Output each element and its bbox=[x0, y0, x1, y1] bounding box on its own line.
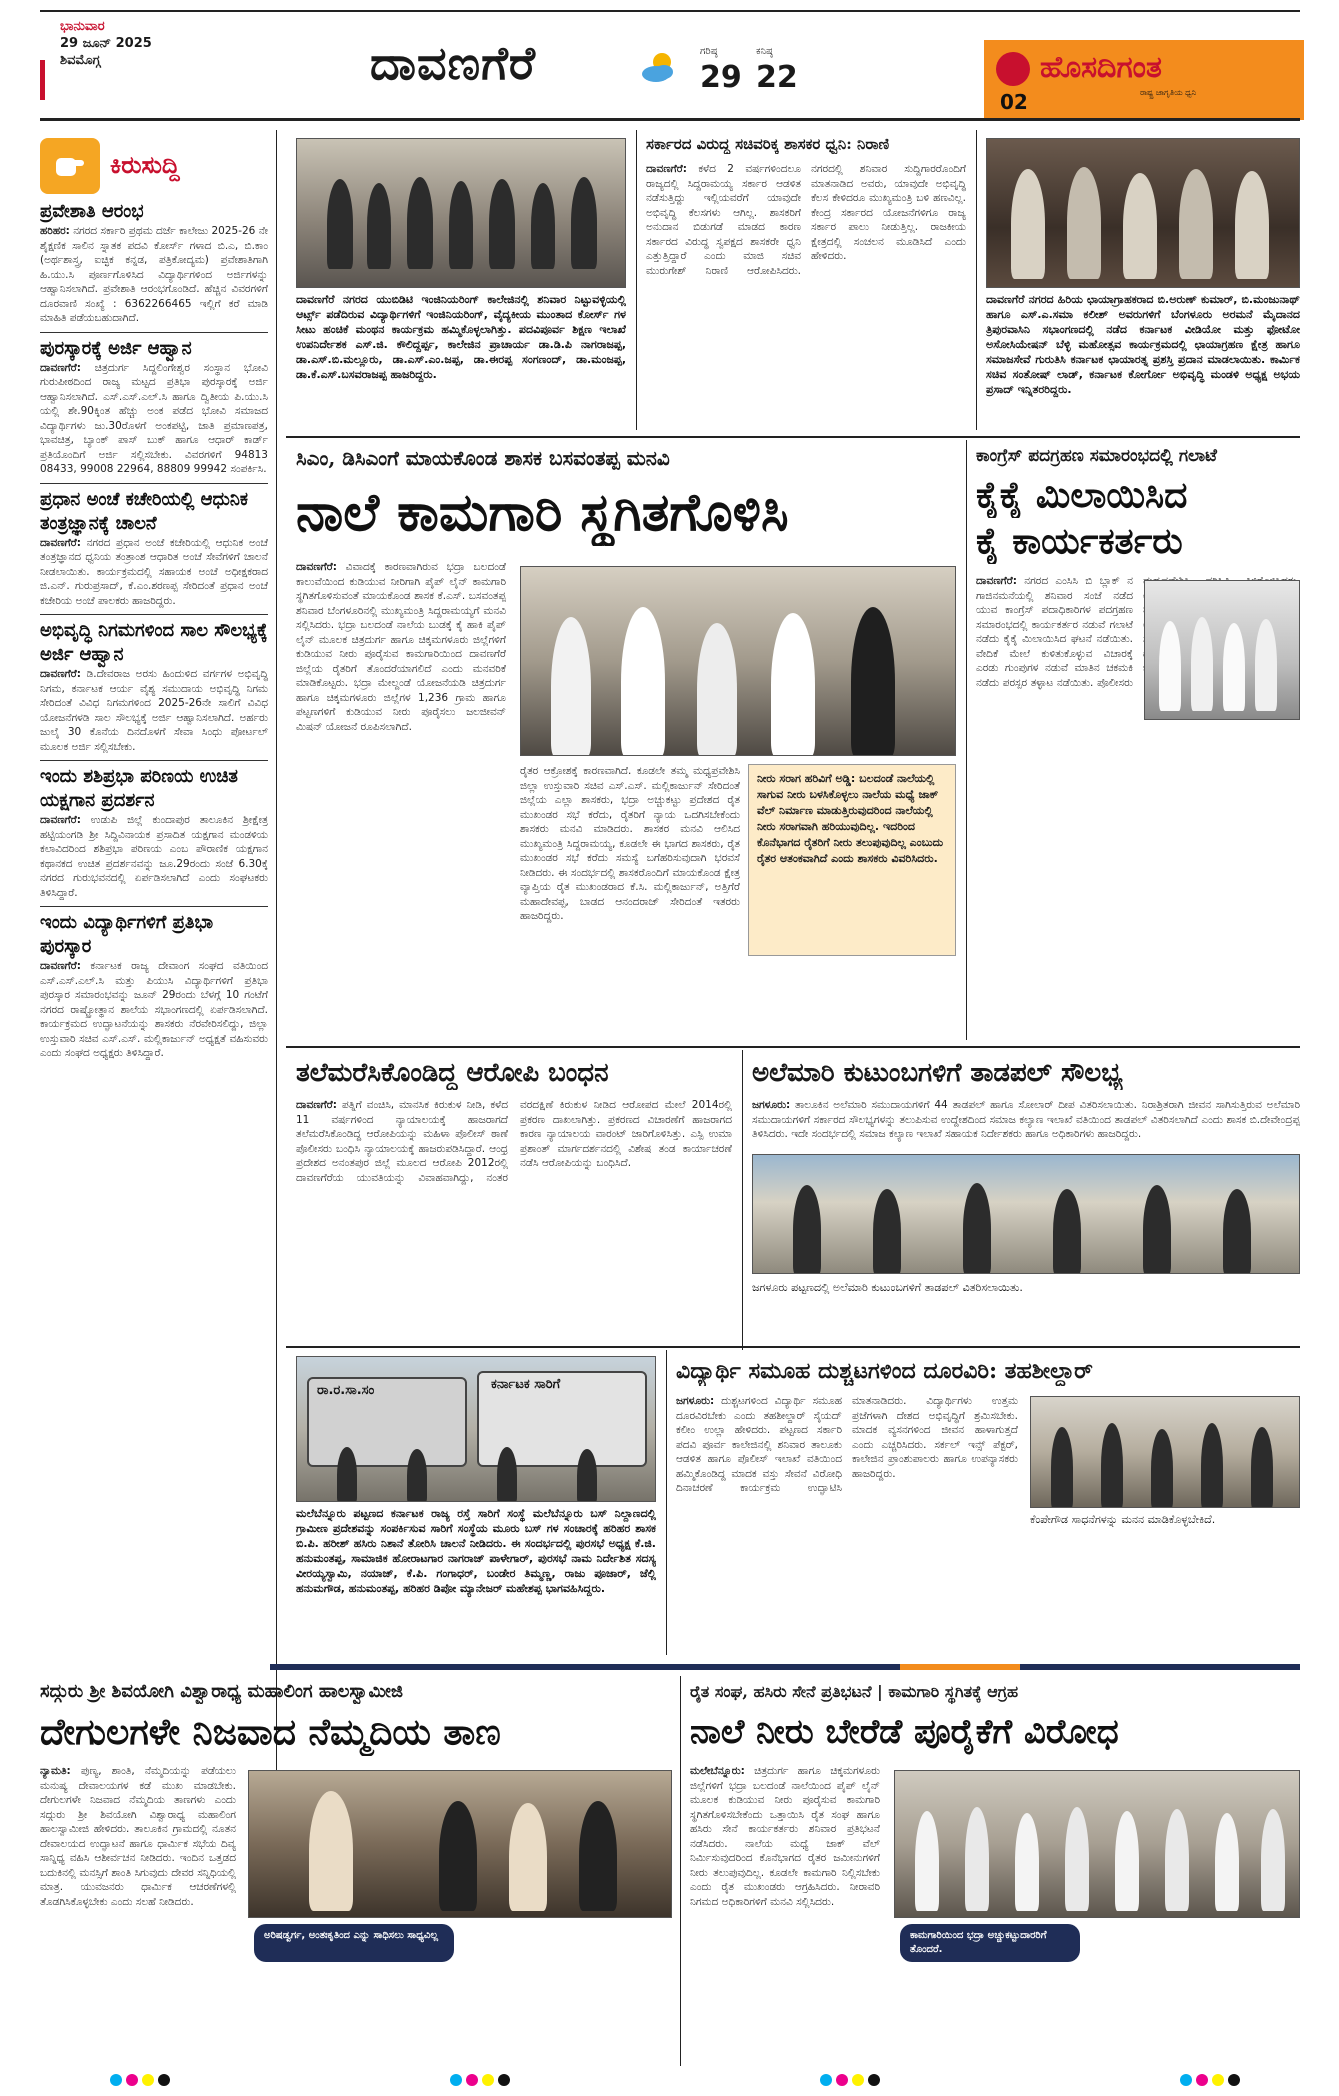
registration-dot bbox=[498, 2074, 510, 2086]
column-divider bbox=[636, 130, 637, 430]
registration-dot bbox=[852, 2074, 864, 2086]
college-event-caption: ದಾವಣಗೆರೆ ನಗರದ ಯುಬಿಡಿಟಿ ಇಂಜಿನಿಯರಿಂಗ್ ಕಾಲೇಜಿನಲ್ಲಿ ಶನಿವಾರ ನಿಟ್ಟುವಳ್ಳಿಯಲ್ಲಿ ಆರ್ಟ್ಸ್ ಪಡೆದಿರುವ ವಿದ್ಯಾರ್ಥಿಗಳಿಗೆ ಇಂಜಿನಿಯರಿಂಗ್, ವೈದ್ಯಕೀಯ ಮುಂತಾದ ಕೋರ್ಸ್ ಗಳ ಸೀಟು ಹಂಚಿಕೆ ಮಂಥನ ಕಾರ್ಯಕ್ರಮ ಹಮ್ಮಿಕೊಳ್ಳಲಾಗಿತ್ತು. ಪದವಿಪೂರ್ವ ಶಿಕ್ಷಣ ಇಲಾಖೆ ಉಪನಿರ್ದೇಶಕ ಎಸ್.ಜಿ. ಕೌಲಿದ್ದರ್ಪ್ಪ, ಕಾಲೇಜಿನ ಪ್ರಾಚಾರ್ಯ ಡಾ.ಡಿ.ಪಿ ನಾಗರಾಜಪ್ಪ, ಡಾ.ಎಸ್.ಬಿ.ಮಲ್ಲೂರು, ಡಾ.ಎಸ್.ಎಂ.ಜಪ್ಪ, ಡಾ.ಈರಪ್ಪ ಸಂಗಣಂದ್, ಡಾ.ಮಂಜಪ್ಪ, ಡಾ.ಕೆ.ಎಸ್.ಬಸವರಾಜಪ್ಪ ಹಾಜರಿದ್ದರು. bbox=[296, 293, 626, 381]
person-figure bbox=[449, 181, 473, 269]
person-figure bbox=[1179, 169, 1213, 279]
temple-story-body bbox=[40, 1764, 236, 2060]
registration-dot bbox=[868, 2074, 880, 2086]
column-divider bbox=[976, 130, 977, 430]
brief-item bbox=[40, 911, 268, 1061]
congress-story-headline-line1: ಕೈಕೈ ಮಿಲಾಯಿಸಿದ bbox=[976, 474, 1188, 516]
column-divider bbox=[966, 440, 967, 1040]
section-rule bbox=[286, 1346, 1300, 1348]
person-figure bbox=[579, 1801, 617, 1911]
farmers-story-body bbox=[690, 1764, 880, 2060]
masthead-dateline bbox=[60, 18, 240, 69]
person-figure bbox=[1115, 1811, 1139, 1911]
column-divider bbox=[742, 1050, 743, 1350]
person-figure bbox=[1215, 1813, 1239, 1911]
bus-caption: ಮಲೆಬೆನ್ನೂರು ಪಟ್ಟಣದ ಕರ್ನಾಟಕ ರಾಜ್ಯ ರಸ್ತೆ ಸಾರಿಗೆ ಸಂಸ್ಥೆ ಮಲೆಬೆನ್ನೂರು ಬಸ್ ನಿಲ್ದಾಣದಲ್ಲಿ ಗ್ರಾಮೀಣ ಪ್ರದೇಶವನ್ನು ಸಂಪರ್ಕಿಸುವ ಸಾರಿಗೆ ಸಂಸ್ಥೆಯ ಮೂರು ಬಸ್ ಗಳ ಸಂಚಾರಕ್ಕೆ ಹರಿಹರ ಶಾಸಕ ಬಿ.ಪಿ. ಹರೀಶ್ ಹಸಿರು ನಿಶಾನೆ ತೋರಿಸಿ ಚಾಲನೆ ನೀಡಿದರು. ಈ ಸಂದರ್ಭದಲ್ಲಿ ಪುರಸಭೆ ಅಧ್ಯಕ್ಷ ಕೆ.ಜಿ. ಹನುಮಂತಪ್ಪ, ಸಾಮಾಜಿಕ ಹೋರಾಟಗಾರ ನಾಗರಾಜ್ ಪಾಳೇಗಾರ್, ಪುರಸಭೆ ನಾಮ ನಿರ್ದೇಶಿತ ಸದಸ್ಯ ವೀರಯ್ಯಸ್ವಾಮಿ, ನಯಾಜ್, ಕೆ.ಪಿ. ಗಂಗಾಧರ್, ಬಂಡೇರ ತಿಮ್ಮಣ್ಣ, ರಾಜು ಪೂಜಾರ್, ಜೆಲ್ಲಿ ಹನುಮಗೌಡ, ಹನುಮಂತಪ್ಪ, ಹರಿಹರ ಡಿಪೋ ಮ್ಯಾನೇಜರ್ ಮಹೇಶಪ್ಪ ಭಾಗವಹಿಸಿದ್ದರು. bbox=[296, 1507, 656, 1595]
newspaper-name: ಹೊಸದಿಗಂತ bbox=[1040, 50, 1162, 85]
person-figure bbox=[1159, 621, 1181, 711]
person-figure bbox=[1165, 1809, 1189, 1911]
tarpaulin-story-text: ತಾಲೂಕಿನ ಅಲೆಮಾರಿ ಸಮುದಾಯಗಳಿಗೆ 44 ತಾಡಪಲ್ ಹಾಗೂ ಸೋಲಾರ್ ದೀಪ ವಿತರಿಸಲಾಯಿತು. ನಿರಾಶ್ರಿತರಾಗಿ ಜೀವನ ಸಾಗಿಸುತ್ತಿರುವ ಅಲೆಮಾರಿ ಸಮುದಾಯಗಳಿಗೆ ಸರ್ಕಾರದ ಸೌಲಭ್ಯಗಳನ್ನು ತಲುಪಿಸುವ ಉದ್ದೇಶದಿಂದ ಸಮಾಜ ಕಲ್ಯಾಣ ಇಲಾಖೆ ವತಿಯಿಂದ ತಾಡಪಲ್ ವಿತರಿಸಲಾಗಿದೆ ಎಂದು ಶಾಸಕ ಬಿ.ದೇವೇಂದ್ರಪ್ಪ ತಿಳಿಸಿದರು. ಇದೇ ಸಂದರ್ಭದಲ್ಲಿ ಸಮಾಜ ಕಲ್ಯಾಣ ಇಲಾಖೆ ಸಹಾಯಕ ನಿರ್ದೇಶಕರು ಹಾಗೂ ಅಧಿಕಾರಿಗಳು ಹಾಜರಿದ್ದರು. bbox=[752, 1099, 1300, 1140]
brief-body bbox=[40, 224, 268, 326]
brief-text: ನಗರದ ಪ್ರಧಾನ ಅಂಚೆ ಕಚೇರಿಯಲ್ಲಿ ಆಧುನಿಕ ಅಂಚೆ ತಂತ್ರಜ್ಞಾನದ ಧ್ವನಿಯ ತಂತ್ರಾಂಶ ಆಧಾರಿತ ಅಂಚೆ ಸೇವೆಗಳಿಗೆ ಚಾಲನೆ ನೀಡಲಾಯಿತು. ಕಾರ್ಯಕ್ರಮದಲ್ಲಿ ಸಹಾಯಕ ಅಂಚೆ ಅಧೀಕ್ಷಕರಾದ ಜಿ.ಎನ್. ಗುರುಪ್ರಸಾದ್, ಕೆ.ಎಂ.ಶರಣಪ್ಪ ಸೇರಿದಂತೆ ಪ್ರಧಾನ ಅಂಚೆ ಕಚೇರಿಯ ಅಂಚೆ ಪಾಲಕರು ಹಾಜರಿದ್ದರು. bbox=[40, 536, 268, 607]
person-figure bbox=[1251, 1427, 1273, 1508]
brief-body bbox=[40, 813, 268, 900]
temple-story-place: ನ್ಯಾಮತಿ: bbox=[40, 1765, 71, 1777]
person-figure bbox=[1201, 1423, 1223, 1508]
students-story-body bbox=[676, 1394, 1018, 1652]
lead-story-kicker: ಸಿಎಂ, ಡಿಸಿಎಂಗೆ ಮಾಯಕೊಂಡ ಶಾಸಕ ಬಸವಂತಪ್ಪ ಮನವಿ bbox=[296, 446, 670, 470]
person-figure bbox=[337, 1447, 357, 1502]
brief-item bbox=[40, 337, 268, 477]
person-figure bbox=[851, 607, 895, 756]
page-number: 02 bbox=[1000, 90, 1028, 114]
print-registration-marks bbox=[0, 2068, 1339, 2096]
edition-city-name: ದಾವಣಗೆರೆ bbox=[370, 36, 536, 90]
congress-crowd-photo bbox=[1144, 580, 1300, 720]
masthead-accent-bar bbox=[40, 60, 45, 100]
tarpaulin-story-place: ಜಗಳೂರು: bbox=[752, 1099, 791, 1111]
bus-plate-text: ರಾ.ರ.ಸಾ.ಸಂ bbox=[317, 1383, 375, 1398]
tarpaulin-story-headline: ಅಲೆಮಾರಿ ಕುಟುಂಬಗಳಿಗೆ ತಾಡಪಲ್ ಸೌಲಭ್ಯ bbox=[752, 1058, 1123, 1088]
pointing-hand-icon bbox=[52, 150, 86, 182]
registration-dot bbox=[482, 2074, 494, 2086]
brief-body bbox=[40, 536, 268, 609]
govt-story-body bbox=[646, 162, 966, 428]
govt-story-place: ದಾವಣಗೆರೆ: bbox=[646, 163, 687, 175]
masthead-date: 29 ಜೂನ್ 2025 bbox=[60, 36, 152, 51]
college-event-photo bbox=[296, 138, 626, 288]
person-figure bbox=[407, 177, 433, 269]
person-figure bbox=[1067, 167, 1101, 279]
registration-dot bbox=[836, 2074, 848, 2086]
section-color-bar-accent bbox=[900, 1664, 1020, 1670]
arrest-story-body bbox=[296, 1098, 732, 1336]
person-figure bbox=[1191, 617, 1213, 711]
person-figure bbox=[531, 183, 555, 269]
tarpaulin-photo bbox=[752, 1154, 1300, 1274]
brief-title: ಪ್ರವೇಶಾತಿ ಆರಂಭ bbox=[40, 201, 144, 222]
registration-dot bbox=[142, 2074, 154, 2086]
brief-body bbox=[40, 959, 268, 1061]
person-figure bbox=[1053, 1189, 1081, 1274]
brief-title: ಇಂದು ಶಶಿಪ್ರಭಾ ಪರಿಣಯ ಉಚಿತ ಯಕ್ಷಗಾನ ಪ್ರದರ್ಶನ bbox=[40, 766, 238, 811]
farmers-protest-photo bbox=[894, 1770, 1300, 1918]
person-figure bbox=[571, 177, 597, 269]
farmers-story-text: ಚಿತ್ರದುರ್ಗ ಹಾಗೂ ಚಿಕ್ಕಮಗಳೂರು ಜಿಲ್ಲೆಗಳಿಗೆ ಭದ್ರಾ ಬಲದಂಡೆ ನಾಲೆಯಿಂದ ಪೈಪ್ ಲೈನ್ ಮೂಲಕ ಕುಡಿಯುವ ನೀರು ಪೂರೈಸುವ ಕಾಮಗಾರಿ ಸ್ಥಗಿತಗೊಳಿಸಬೇಕೆಂದು ಒತ್ತಾಯಿಸಿ ರೈತ ಸಂಘ ಹಾಗೂ ಹಸಿರು ಸೇನೆ ಕಾರ್ಯಕರ್ತರು ಶನಿವಾರ ಪ್ರತಿಭಟನೆ ನಡೆಸಿದರು. ನಾಲೆಯ ಮಧ್ಯೆ ಜಾಕ್ ವೆಲ್ ನಿರ್ಮಿಸುವುದರಿಂದ ಕೊನೆಭಾಗದ ರೈತರ ಜಮೀನುಗಳಿಗೆ ನೀರು ತಲುಪುವುದಿಲ್ಲ. ಕೂಡಲೇ ಕಾಮಗಾರಿ ನಿಲ್ಲಿಸಬೇಕು ಎಂದು ರೈತ ಮುಖಂಡರು ಆಗ್ರಹಿಸಿದರು. ನೀರಾವರಿ ನಿಗಮದ ಅಧಿಕಾರಿಗಳಿಗೆ ಮನವಿ ಸಲ್ಲಿಸಿದರು. bbox=[690, 1765, 880, 1908]
newspaper-emblem-icon bbox=[996, 52, 1030, 86]
person-figure bbox=[327, 179, 353, 269]
brief-text: ಉಡುಪಿ ಜಿಲ್ಲೆ ಕುಂದಾಪುರ ತಾಲೂಕಿನ ಶ್ರೀಕ್ಷೇತ್ರ ಹಟ್ಟಿಯಂಗಡಿ ಶ್ರೀ ಸಿದ್ದಿವಿನಾಯಕ ಪ್ರಸಾದಿತ ಯಕ್ಷಗಾನ ಮಂಡಳಿಯ ಕಲಾವಿದರಿಂದ ಶಶಿಪ್ರಭಾ ಪರಿಣಯ ಎಂಬ ಪೌರಾಣಿಕ ಯಕ್ಷಗಾನ ಕಥಾನಕದ ಉಚಿತ ಪ್ರದರ್ಶನವನ್ನು ಜೂ.29ರಂದು ಸಂಜೆ 6.30ಕ್ಕೆ ನಗರದ ಗುರುಭವನದಲ್ಲಿ ಏರ್ಪಡಿಸಲಾಗಿದೆ ಎಂದು ಸಂಘಟಕರು ತಿಳಿಸಿದ್ದಾರೆ. bbox=[40, 814, 268, 899]
lead-story-body-left bbox=[296, 560, 506, 1038]
registration-dot bbox=[1196, 2074, 1208, 2086]
brief-text: ಕರ್ನಾಟಕ ರಾಜ್ಯ ದೇವಾಂಗ ಸಂಘದ ವತಿಯಿಂದ ಎಸ್.ಎಸ್.ಎಲ್.ಸಿ ಮತ್ತು ಪಿಯುಸಿ ವಿದ್ಯಾರ್ಥಿಗಳಿಗೆ ಪ್ರತಿಭಾ ಪುರಸ್ಕಾರ ಸಮಾರಂಭವನ್ನು ಜೂನ್ 29ರಂದು ಬೆಳಗ್ಗೆ 10 ಗಂಟೆಗೆ ನಗರದ ರಾಷ್ಟ್ರೋತ್ಥಾನ ಶಾಲೆಯ ಸಭಾಂಗಣದಲ್ಲಿ ಏರ್ಪಡಿಸಲಾಗಿದೆ. ಕಾರ್ಯಕ್ರಮದ ಉದ್ಘಾಟನೆಯನ್ನು ಶಾಸಕರು ನೆರವೇರಿಸಲಿದ್ದು, ಜಿಲ್ಲಾ ಉಸ್ತುವಾರಿ ಸಚಿವ ಎಸ್.ಎಸ್. ಮಲ್ಲಿಕಾರ್ಜುನ್ ಅಧ್ಯಕ್ಷತೆ ವಹಿಸುವರು ಎಂದು ಸಂಘದ ಅಧ್ಯಕ್ಷರು ತಿಳಿಸಿದ್ದಾರೆ. bbox=[40, 960, 268, 1059]
person-figure bbox=[1123, 173, 1157, 279]
person-figure bbox=[439, 1801, 477, 1911]
brief-body bbox=[40, 667, 268, 754]
students-caption: ಕೆಂಪೇಗೌಡ ಸಾಧನೆಗಳನ್ನು ಮನನ ಮಾಡಿಕೊಳ್ಳಬೇಕಿದೆ. bbox=[1030, 1513, 1216, 1526]
brief-place: ದಾವಣಗೆರೆ: bbox=[40, 960, 81, 972]
person-figure bbox=[1223, 623, 1245, 711]
lead-story-headline: ನಾಲೆ ಕಾಮಗಾರಿ ಸ್ಥಗಿತಗೊಳಿಸಿ bbox=[296, 482, 789, 543]
brief-item bbox=[40, 619, 268, 754]
arrest-story-text: ಪತ್ನಿಗೆ ವಂಚಿಸಿ, ಮಾನಸಿಕ ಕಿರುಕುಳ ನೀಡಿ, ಕಳೆದ 11 ವರ್ಷಗಳಿಂದ ನ್ಯಾಯಾಲಯಕ್ಕೆ ಹಾಜರಾಗದೆ ತಲೆಮರೆಸಿಕೊಂಡಿದ್ದ ಆರೋಪಿಯನ್ನು ಮಹಿಳಾ ಪೊಲೀಸ್ ಠಾಣೆ ಪೊಲೀಸರು ಬಂಧಿಸಿ ನ್ಯಾಯಾಲಯಕ್ಕೆ ಹಾಜರುಪಡಿಸಿದ್ದಾರೆ. ಆಂಧ್ರ ಪ್ರದೇಶದ ಅನಂತಪುರ ಜಿಲ್ಲೆ ಮೂಲದ ಆರೋಪಿ 2012ರಲ್ಲಿ ದಾವಣಗೆರೆಯ ಯುವತಿಯನ್ನು ವಿವಾಹವಾಗಿದ್ದು, ನಂತರ ವರದಕ್ಷಿಣೆ ಕಿರುಕುಳ ನೀಡಿದ ಆರೋಪದ ಮೇಲೆ 2014ರಲ್ಲಿ ಪ್ರಕರಣ ದಾಖಲಾಗಿತ್ತು. ಪ್ರಕರಣದ ವಿಚಾರಣೆಗೆ ಹಾಜರಾಗದ ಕಾರಣ ನ್ಯಾಯಾಲಯ ವಾರಂಟ್ ಜಾರಿಗೊಳಿಸಿತ್ತು. ಎಸ್ಪಿ ಉಮಾ ಪ್ರಶಾಂತ್ ಮಾರ್ಗದರ್ಶನದಲ್ಲಿ ವಿಶೇಷ ತಂಡ ಕಾರ್ಯಾಚರಣೆ ನಡೆಸಿ ಆರೋಪಿಯನ್ನು ಬಂಧಿಸಿದೆ. bbox=[296, 1099, 732, 1184]
person-figure bbox=[1255, 619, 1277, 711]
brief-text: ಚಿತ್ರದುರ್ಗ ಸಿದ್ದಲಿಂಗೇಶ್ವರ ಸಂಸ್ಥಾನ ಭೋವಿ ಗುರುಪೀಠದಿಂದ ರಾಜ್ಯ ಮಟ್ಟದ ಪ್ರತಿಭಾ ಪುರಸ್ಕಾರಕ್ಕೆ ಅರ್ಜಿ ಆಹ್ವಾನಿಸಲಾಗಿದೆ. ಎಸ್.ಎಸ್.ಎಲ್.ಸಿ ಹಾಗೂ ದ್ವಿತೀಯ ಪಿ.ಯು.ಸಿ ಯಲ್ಲಿ ಶೇ.90ಕ್ಕಿಂತ ಹೆಚ್ಚು ಅಂಕ ಪಡೆದ ಭೋವಿ ಸಮಾಜದ ವಿದ್ಯಾರ್ಥಿಗಳು ಜು.30ರೊಳಗೆ ಅಂಕಪಟ್ಟಿ, ಜಾತಿ ಪ್ರಮಾಣಪತ್ರ, ಭಾವಚಿತ್ರ, ಬ್ಯಾಂಕ್ ಪಾಸ್ ಬುಕ್ ಹಾಗೂ ಆಧಾರ್ ಕಾರ್ಡ್ ಪ್ರತಿಯೊಂದಿಗೆ ಅರ್ಜಿ ಸಲ್ಲಿಸಬೇಕು. ವಿವರಗಳಿಗೆ 94813 08433, 99008 22964, 88809 99942 ಸಂಪರ್ಕಿಸಿ. bbox=[40, 361, 268, 475]
brief-title: ಅಭಿವೃದ್ಧಿ ನಿಗಮಗಳಿಂದ ಸಾಲ ಸೌಲಭ್ಯಕ್ಕೆ ಅರ್ಜಿ ಆಹ್ವಾನ bbox=[40, 620, 268, 665]
farmers-story-headline: ನಾಲೆ ನೀರು ಬೇರೆಡೆ ಪೂರೈಕೆಗೆ ವಿರೋಧ bbox=[690, 1712, 1119, 1752]
column-divider bbox=[680, 1676, 681, 2066]
masthead-bottom-rule bbox=[40, 118, 1300, 121]
section-color-bar bbox=[270, 1664, 1300, 1670]
brief-body bbox=[40, 361, 268, 477]
briefs-section-label: ಕಿರುಸುದ್ದಿ bbox=[110, 150, 180, 179]
brief-divider bbox=[40, 614, 268, 615]
farmers-photo-tag: ಕಾಮಗಾರಿಯಿಂದ ಭದ್ರಾ ಅಚ್ಚುಕಟ್ಟುದಾರರಿಗೆ ತೊಂದರೆ. bbox=[900, 1924, 1080, 1962]
person-figure bbox=[1101, 1423, 1123, 1508]
newspaper-tagline: ರಾಷ್ಟ್ರ ಜಾಗೃತಿಯ ಧ್ವನಿ bbox=[1140, 88, 1197, 97]
masthead-day: ಭಾನುವಾರ bbox=[60, 19, 105, 34]
temple-story-headline: ದೇಗುಲಗಳೇ ನಿಜವಾದ ನೆಮ್ಮದಿಯ ತಾಣ bbox=[40, 1711, 501, 1753]
award-caption: ದಾವಣಗೆರೆ ನಗರದ ಹಿರಿಯ ಛಾಯಾಗ್ರಾಹಕರಾದ ಬಿ.ಅರುಣ್ ಕುಮಾರ್, ಬಿ.ಮಂಜುನಾಥ್ ಹಾಗೂ ಎಸ್.ಎ.ಸಮಾ ಕಲೀಶ್ ಅವರುಗಳಿಗೆ ಬೆಂಗಳೂರು ಅರಮನೆ ಮೈದಾನದ ತ್ರಿಪುರವಾಸಿನಿ ಸಭಾಂಗಣದಲ್ಲಿ ನಡೆದ ಕರ್ನಾಟಕ ವೀಡಿಯೋ ಮತ್ತು ಫೋಟೋ ಅಸೋಸಿಯೇಷನ್ ಬೆಳ್ಳಿ ಮಹೋತ್ಸವ ಕಾರ್ಯಕ್ರಮದಲ್ಲಿ ಛಾಯಾಗ್ರಹಣ ಕ್ಷೇತ್ರ ಹಾಗೂ ಸಮಾಜಸೇವೆ ಗುರುತಿಸಿ ಕರ್ನಾಟಕ ಛಾಯಾರತ್ನ ಪ್ರಶಸ್ತಿ ಪ್ರದಾನ ಮಾಡಲಾಯಿತು. ಕಾರ್ಮಿಕ ಸಚಿವ ಸಂತೋಷ್ ಲಾಡ್, ಕರ್ನಾಟಕ ಕೋರ್ಗೋ ಅಭಿವೃದ್ಧಿ ಮಂಡಳಿ ಅಧ್ಯಕ್ಷ ಅಭಯ ಪ್ರಸಾದ್ ಇನ್ನಿತರರಿದ್ದರು. bbox=[986, 293, 1300, 396]
person-figure bbox=[367, 183, 391, 269]
registration-dot bbox=[820, 2074, 832, 2086]
person-figure bbox=[1261, 1809, 1285, 1911]
person-figure bbox=[1235, 171, 1269, 279]
tarpaulin-caption: ಜಗಳೂರು ಪಟ್ಟಣದಲ್ಲಿ ಅಲೆಮಾರಿ ಕುಟುಂಬಗಳಿಗೆ ತಾಡಪಲ್ ವಿತರಿಸಲಾಯಿತು. bbox=[752, 1281, 1023, 1294]
person-figure bbox=[1223, 1189, 1251, 1274]
govt-story-headline: ಸರ್ಕಾರದ ವಿರುದ್ಧ ಸಚಿವರಿಕ್ಕ ಶಾಸಕರ ಧ್ವನಿ: ನಿರಾಣಿ bbox=[646, 135, 890, 153]
students-story-place: ಜಗಳೂರು: bbox=[676, 1395, 715, 1407]
registration-dot bbox=[126, 2074, 138, 2086]
congress-story-kicker: ಕಾಂಗ್ರೆಸ್ ಪದಗ್ರಹಣ ಸಮಾರಂಭದಲ್ಲಿ ಗಲಾಟೆ bbox=[976, 446, 1217, 466]
brief-divider bbox=[40, 332, 268, 333]
person-figure bbox=[1051, 1427, 1073, 1508]
person-figure bbox=[873, 1189, 901, 1274]
person-figure bbox=[509, 1803, 547, 1911]
person-figure bbox=[489, 179, 515, 269]
registration-dot bbox=[1180, 2074, 1192, 2086]
congress-story-text: ನಗರದ ಎಂಸಿಸಿ ಬಿ ಬ್ಲಾಕ್ ನ ಗಾಜಿನಮನೆಯಲ್ಲಿ ಶನಿವಾರ ಸಂಜೆ ನಡೆದ ಯುವ ಕಾಂಗ್ರೆಸ್ ಪದಾಧಿಕಾರಿಗಳ ಪದಗ್ರಹಣ ಸಮಾರಂಭದಲ್ಲಿ ಕಾರ್ಯಕರ್ತರ ನಡುವೆ ಗಲಾಟೆ ನಡೆದು ಕೈಕೈ ಮಿಲಾಯಿಸಿದ ಘಟನೆ ನಡೆಯಿತು. ವೇದಿಕೆ ಮೇಲೆ ಕುಳಿತುಕೊಳ್ಳುವ ವಿಚಾರಕ್ಕೆ ಎರಡು ಗುಂಪುಗಳ ನಡುವೆ ಮಾತಿನ ಚಕಮಕಿ ನಡೆದು ಪರಸ್ಪರ ತಳ್ಳಾಟ ನಡೆಯಿತು. ಪೊಲೀಸರು bbox=[976, 575, 1134, 689]
brief-divider bbox=[40, 906, 268, 907]
students-story-text: ದುಶ್ಚಟಗಳಿಂದ ವಿದ್ಯಾರ್ಥಿ ಸಮೂಹ ದೂರವಿರಬೇಕು ಎಂದು ತಹಶೀಲ್ದಾರ್ ಸೈಯದ್ ಕಲೀಂ ಉಲ್ಲಾ ಹೇಳಿದರು. ಪಟ್ಟಣದ ಸರ್ಕಾರಿ ಪದವಿ ಪೂರ್ವ ಕಾಲೇಜಿನಲ್ಲಿ ಶನಿವಾರ ತಾಲೂಕು ಆಡಳಿತ ಹಾಗೂ ಪೊಲೀಸ್ ಇಲಾಖೆ ವತಿಯಿಂದ ಹಮ್ಮಿಕೊಂಡಿದ್ದ ಮಾದಕ ವಸ್ತು ಸೇವನೆ ವಿರೋಧಿ ದಿನಾಚರಣೆ ಕಾರ್ಯಕ್ರಮ ಉದ್ಘಾಟಿಸಿ ಮಾತನಾಡಿದರು. ವಿದ್ಯಾರ್ಥಿಗಳು ಉತ್ತಮ ಪ್ರಜೆಗಳಾಗಿ ದೇಶದ ಅಭಿವೃದ್ಧಿಗೆ ಶ್ರಮಿಸಬೇಕು. ಮಾದಕ ವ್ಯಸನಗಳಿಂದ ಜೀವನ ಹಾಳಾಗುತ್ತದೆ ಎಂದು ಎಚ್ಚರಿಸಿದರು. ಸರ್ಕಲ್ ಇನ್ಸ್ ಪೆಕ್ಟರ್, ಕಾಲೇಜಿನ ಪ್ರಾಂಶುಪಾಲರು ಹಾಗೂ ಉಪನ್ಯಾಸಕರು ಹಾಜರಿದ್ದರು. bbox=[676, 1395, 1018, 1494]
max-temp-value: 29 bbox=[700, 60, 742, 95]
lead-story-text: ವಿವಾದಕ್ಕೆ ಕಾರಣವಾಗಿರುವ ಭದ್ರಾ ಬಲದಂಡೆ ಕಾಲುವೆಯಿಂದ ಕುಡಿಯುವ ನೀರಿಗಾಗಿ ಪೈಪ್ ಲೈನ್ ಕಾಮಗಾರಿ ಸ್ಥಗಿತಗೊಳಿಸುವಂತೆ ಮಾಯಕೊಂಡ ಶಾಸಕ ಕೆ.ಎಸ್. ಬಸವಂತಪ್ಪ ಶನಿವಾರ ಬೆಂಗಳೂರಿನಲ್ಲಿ ಮುಖ್ಯಮಂತ್ರಿ ಸಿದ್ದರಾಮಯ್ಯಗೆ ಮನವಿ ಸಲ್ಲಿಸಿದರು. ಭದ್ರಾ ಬಲದಂಡೆ ನಾಲೆಯ ಬುಡಕ್ಕೆ ಕೈ ಹಾಕಿ ಪೈಪ್ ಲೈನ್ ಮೂಲಕ ಚಿತ್ರದುರ್ಗ ಹಾಗೂ ಚಿಕ್ಕಮಗಳೂರು ಜಿಲ್ಲೆಗಳಿಗೆ ಕುಡಿಯುವ ನೀರು ಪೂರೈಸುವ ಕಾಮಗಾರಿಯಿಂದ ದಾವಣಗೆರೆ ಜಿಲ್ಲೆಯ ರೈತರಿಗೆ ತೊಂದರೆಯಾಗಲಿದೆ ಎಂದು ಮನವರಿಕೆ ಮಾಡಿಕೊಟ್ಟರು. ಭದ್ರಾ ಮೇಲ್ದಂಡೆ ಯೋಜನೆಯಡಿ ಚಿತ್ರದುರ್ಗ ಹಾಗೂ ಚಿಕ್ಕಮಗಳೂರು ಜಿಲ್ಲೆಗಳ 1,236 ಗ್ರಾಮ ಹಾಗೂ ಪಟ್ಟಣಗಳಿಗೆ ಕುಡಿಯುವ ನೀರು ಪೂರೈಸಲು ಜಲಜೀವನ್ ಮಿಷನ್ ಯೋಜನೆ ರೂಪಿಸಲಾಗಿದೆ. bbox=[296, 561, 506, 733]
person-figure bbox=[963, 1183, 991, 1274]
brief-place: ದಾವಣಗೆರೆ: bbox=[40, 814, 81, 826]
person-figure bbox=[1143, 1185, 1171, 1274]
person-figure bbox=[793, 1185, 821, 1274]
govt-story-text: ಕಳೆದ 2 ವರ್ಷಗಳಿಂದಲೂ ರಾಜ್ಯದಲ್ಲಿ ಸಿದ್ದರಾಮಯ್ಯ ಸರ್ಕಾರ ಆಡಳಿತ ನಡೆಸುತ್ತಿದ್ದು ಇಲ್ಲಿಯವರೆಗೆ ಯಾವುದೇ ಅಭಿವೃದ್ಧಿ ಕೆಲಸಗಳು ಆಗಿಲ್ಲ. ಶಾಸಕರಿಗೆ ಅನುದಾನ ಬಿಡುಗಡೆ ಮಾಡದ ಕಾರಣ ಸರ್ಕಾರದ ವಿರುದ್ಧ ಸ್ವಪಕ್ಷದ ಶಾಸಕರೇ ಧ್ವನಿ ಎತ್ತುತ್ತಿದ್ದಾರೆ ಎಂದು ಮಾಜಿ ಸಚಿವ ಮುರುಗೇಶ್ ನಿರಾಣಿ ಆರೋಪಿಸಿದರು. ನಗರದಲ್ಲಿ ಶನಿವಾರ ಸುದ್ದಿಗಾರರೊಂದಿಗೆ ಮಾತನಾಡಿದ ಅವರು, ಯಾವುದೇ ಅಭಿವೃದ್ಧಿ ಕೆಲಸ ಕೇಳಿದರೂ ಮುಖ್ಯಮಂತ್ರಿ ಬಳಿ ಹಣವಿಲ್ಲ. ಕೇಂದ್ರ ಸರ್ಕಾರದ ಯೋಜನೆಗಳಿಗೂ ರಾಜ್ಯ ಸರ್ಕಾರ ಪಾಲು ನೀಡುತ್ತಿಲ್ಲ. ರಾಜಕೀಯ ಕ್ಷೇತ್ರದಲ್ಲಿ ಸಂಚಲನ ಮೂಡಿಸಿದೆ ಎಂದು ಹೇಳಿದರು. bbox=[646, 163, 966, 277]
lead-story-inset: ನೀರು ಸರಾಗ ಹರಿವಿಗೆ ಅಡ್ಡಿ: ಬಲದಂಡೆ ನಾಲೆಯಲ್ಲಿ ಸಾಗುವ ನೀರು ಬಳಸಿಕೊಳ್ಳಲು ನಾಲೆಯ ಮಧ್ಯೆ ಜಾಕ್ ವೆಲ್ ನಿರ್ಮಾಣ ಮಾಡುತ್ತಿರುವುದರಿಂದ ನಾಲೆಯಲ್ಲಿ ನೀರು ಸರಾಗವಾಗಿ ಹರಿಯುವುದಿಲ್ಲ. ಇದರಿಂದ ಕೊನೆಭಾಗದ ರೈತರಿಗೆ ನೀರು ತಲುಪುವುದಿಲ್ಲ ಎಂಬುದು ರೈತರ ಆತಂಕವಾಗಿದೆ ಎಂದು ಶಾಸಕರು ವಿವರಿಸಿದರು. bbox=[748, 764, 956, 956]
temple-photo-tag: ಅರಿಷಡ್ವರ್ಗ, ಅಂತಃಕೃತಿಂದ ಎನ್ನು ಸಾಧಿಸಲು ಸಾಧ್ಯವಿಲ್ಲ bbox=[254, 1924, 454, 1962]
weather-box bbox=[700, 46, 800, 106]
brief-title: ಇಂದು ವಿದ್ಯಾರ್ಥಿಗಳಿಗೆ ಪ್ರತಿಭಾ ಪುರಸ್ಕಾರ bbox=[40, 912, 214, 957]
person-figure bbox=[621, 607, 665, 756]
person-figure bbox=[1151, 1429, 1173, 1508]
person-figure bbox=[915, 1811, 939, 1911]
person-figure bbox=[407, 1449, 427, 1502]
max-temp-label: ಗರಿಷ್ಠ bbox=[700, 46, 718, 57]
brief-place: ದಾವಣಗೆರೆ: bbox=[40, 361, 81, 374]
person-figure bbox=[1065, 1807, 1089, 1911]
person-figure bbox=[965, 1807, 989, 1911]
masthead-top-rule bbox=[40, 10, 1300, 12]
min-temp-label: ಕನಿಷ್ಠ bbox=[756, 46, 773, 57]
registration-dot bbox=[466, 2074, 478, 2086]
column-divider bbox=[276, 130, 277, 1820]
arrest-story-place: ದಾವಣಗೆರೆ: bbox=[296, 1099, 337, 1111]
person-figure bbox=[309, 1791, 353, 1911]
brief-title: ಪ್ರಧಾನ ಅಂಚೆ ಕಚೇರಿಯಲ್ಲಿ ಆಧುನಿಕ ತಂತ್ರಜ್ಞಾನಕ್ಕೆ ಚಾಲನೆ bbox=[40, 488, 248, 534]
person-figure bbox=[697, 623, 737, 756]
registration-dot bbox=[1212, 2074, 1224, 2086]
farmers-story-place: ಮಲೇಬೆನ್ನೂರು: bbox=[690, 1765, 745, 1777]
person-figure bbox=[1015, 1813, 1039, 1911]
weather-cloud-sun-icon bbox=[638, 48, 678, 88]
brief-text: ಡಿ.ದೇವರಾಜ ಅರಸು ಹಿಂದುಳಿದ ವರ್ಗಗಳ ಅಭಿವೃದ್ಧಿ ನಿಗಮ, ಕರ್ನಾಟಕ ಆರ್ಯ ವೈಶ್ಯ ಸಮುದಾಯ ಅಭಿವೃದ್ಧಿ ನಿಗಮ ಸೇರಿದಂತೆ ವಿವಿಧ ನಿಗಮಗಳಿಂದ 2025-26ನೇ ಸಾಲಿಗೆ ವಿವಿಧ ಯೋಜನೆಗಳಡಿ ಸಾಲ ಸೌಲಭ್ಯಕ್ಕೆ ಅರ್ಜಿ ಆಹ್ವಾನಿಸಲಾಗಿದೆ. ಅರ್ಹರು ಜುಲೈ 30 ಕೊನೆಯ ದಿನದೊಳಗೆ ಸೇವಾ ಸಿಂಧು ಪೋರ್ಟಲ್ ಮೂಲಕ ಅರ್ಜಿ ಸಲ್ಲಿಸಬೇಕು. bbox=[40, 668, 268, 753]
lead-story-place: ದಾವಣಗೆರೆ: bbox=[296, 561, 337, 573]
brief-divider bbox=[40, 483, 268, 484]
brief-place: ಹರಿಹರ: bbox=[40, 225, 70, 237]
farmers-story-kicker: ರೈತ ಸಂಘ, ಹಸಿರು ಸೇನೆ ಪ್ರತಿಭಟನೆ | ಕಾಮಗಾರಿ ಸ್ಥಗಿತಕ್ಕೆ ಆಗ್ರಹ bbox=[690, 1682, 1019, 1701]
registration-dot bbox=[158, 2074, 170, 2086]
registration-dot bbox=[450, 2074, 462, 2086]
students-photo bbox=[1030, 1396, 1300, 1508]
temple-story-kicker: ಸದ್ಗುರು ಶ್ರೀ ಶಿವಯೋಗಿ ವಿಶ್ವಾರಾಧ್ಯ ಮಹಾಲಿಂಗ ಹಾಲಸ್ವಾಮೀಜಿ bbox=[40, 1681, 404, 1702]
person-figure bbox=[551, 617, 591, 756]
lead-story-photo bbox=[520, 566, 956, 756]
brief-place: ದಾವಣಗೆರೆ: bbox=[40, 668, 81, 680]
brief-item bbox=[40, 200, 268, 326]
temple-story-text: ಪುಣ್ಯ, ಶಾಂತಿ, ನೆಮ್ಮದಿಯನ್ನು ಪಡೆಯಲು ಮನುಷ್ಯ ದೇವಾಲಯಗಳ ಕಡೆ ಮುಖ ಮಾಡಬೇಕು. ದೇಗುಲಗಳೇ ನಿಜವಾದ ನೆಮ್ಮದಿಯ ತಾಣಗಳು ಎಂದು ಸದ್ಗುರು ಶ್ರೀ ಶಿವಯೋಗಿ ವಿಶ್ವಾರಾಧ್ಯ ಮಹಾಲಿಂಗ ಹಾಲಸ್ವಾಮೀಜಿ ಹೇಳಿದರು. ತಾಲೂಕಿನ ಗ್ರಾಮದಲ್ಲಿ ನೂತನ ದೇವಾಲಯದ ಉದ್ಘಾಟನೆ ಹಾಗೂ ಧಾರ್ಮಿಕ ಸಭೆಯ ದಿವ್ಯ ಸಾನ್ನಿಧ್ಯ ವಹಿಸಿ ಆಶೀರ್ವಚನ ನೀಡಿದರು. ಇಂದಿನ ಒತ್ತಡದ ಬದುಕಿನಲ್ಲಿ ಮನಸ್ಸಿಗೆ ಶಾಂತಿ ಸಿಗುವುದು ದೇವರ ಸನ್ನಿಧಿಯಲ್ಲಿ ಮಾತ್ರ. ಯುವಜನರು ಧಾರ್ಮಿಕ ಆಚರಣೆಗಳಲ್ಲಿ ತೊಡಗಿಸಿಕೊಳ್ಳಬೇಕು ಎಂದು ಸಲಹೆ ನೀಡಿದರು. bbox=[40, 1765, 236, 1908]
bus-board-text: ಕರ್ನಾಟಕ ಸಾರಿಗೆ bbox=[491, 1377, 561, 1392]
person-figure bbox=[497, 1447, 517, 1502]
section-rule bbox=[286, 436, 1300, 438]
brief-item bbox=[40, 765, 268, 900]
brief-title: ಪುರಸ್ಕಾರಕ್ಕೆ ಅರ್ಜಿ ಆಹ್ವಾನ bbox=[40, 337, 192, 359]
section-rule bbox=[286, 1046, 1300, 1048]
person-figure bbox=[771, 613, 815, 756]
brief-text: ನಗರದ ಸರ್ಕಾರಿ ಪ್ರಥಮ ದರ್ಜೆ ಕಾಲೇಜು 2025-26 ನೇ ಶೈಕ್ಷಣಿಕ ಸಾಲಿನ ಸ್ನಾತಕ ಪದವಿ ಕೋರ್ಸ್ ಗಳಾದ ಬಿ.ಎ, ಬಿ.ಕಾಂ (ಅರ್ಥಶಾಸ್ತ್ರ, ಐಚ್ಛಿಕ ಕನ್ನಡ, ಪತ್ರಿಕೋದ್ಯಮ) ಪ್ರವೇಶಾತಿಗಾಗಿ ಹಿ.ಯು.ಸಿ ಪೂರ್ಣಗೊಳಿಸಿದ ವಿದ್ಯಾರ್ಥಿಗಳಿಂದ ಅರ್ಜಿಗಳನ್ನು ಆಹ್ವಾನಿಸಲಾಗಿದೆ. ಪ್ರವೇಶಾತಿ ಆರಂಭಗೊಂಡಿದೆ. ಹೆಚ್ಚಿನ ವಿವರಗಳಿಗೆ ದೂರವಾಣಿ ಸಂಖ್ಯೆ : 6362266465 ಇಲ್ಲಿಗೆ ಕರೆ ಮಾಡಿ ಮಾಹಿತಿ ಪಡೆಯಬಹುದಾಗಿದೆ. bbox=[40, 225, 268, 324]
masthead-district: ಶಿವಮೊಗ್ಗ bbox=[60, 53, 101, 68]
registration-dot bbox=[110, 2074, 122, 2086]
lead-story-body-right bbox=[520, 764, 740, 1038]
bus-photo bbox=[296, 1356, 656, 1502]
briefs-column bbox=[40, 200, 268, 1820]
temple-photo bbox=[248, 1770, 672, 1918]
min-temp-value: 22 bbox=[756, 60, 798, 95]
brief-divider bbox=[40, 760, 268, 761]
brief-item bbox=[40, 488, 268, 609]
students-story-headline: ವಿದ್ಯಾರ್ಥಿ ಸಮೂಹ ದುಶ್ಚಟಗಳಿಂದ ದೂರವಿರಿ: ತಹಶೀಲ್ದಾರ್ bbox=[676, 1358, 1093, 1384]
congress-story-headline-line2: ಕೈ ಕಾರ್ಯಕರ್ತರು bbox=[976, 520, 1183, 562]
column-divider bbox=[666, 1350, 667, 1655]
registration-dot bbox=[1228, 2074, 1240, 2086]
congress-story-place: ದಾವಣಗೆರೆ: bbox=[976, 575, 1017, 587]
person-figure bbox=[1011, 169, 1045, 279]
arrest-story-headline: ತಲೆಮರೆಸಿಕೊಂಡಿದ್ದ ಆರೋಪಿ ಬಂಧನ bbox=[296, 1058, 609, 1088]
lead-story-text-continued: ರೈತರ ಆಕ್ರೋಶಕ್ಕೆ ಕಾರಣವಾಗಿದೆ. ಕೂಡಲೇ ತಮ್ಮ ಮಧ್ಯಪ್ರವೇಶಿಸಿ ಜಿಲ್ಲಾ ಉಸ್ತುವಾರಿ ಸಚಿವ ಎಸ್.ಎಸ್. ಮಲ್ಲಿಕಾರ್ಜುನ್ ಸೇರಿದಂತೆ ಜಿಲ್ಲೆಯ ಎಲ್ಲಾ ಶಾಸಕರು, ಭದ್ರಾ ಅಚ್ಚುಕಟ್ಟು ಪ್ರದೇಶದ ರೈತ ಮುಖಂಡರ ಸಭೆ ಕರೆದು, ರೈತರಿಗೆ ನ್ಯಾಯ ಒದಗಿಸಬೇಕೆಂದು ಶಾಸಕರು ಮನವಿ ಮಾಡಿದರು. ಶಾಸಕರ ಮನವಿ ಆಲಿಸಿದ ಮುಖ್ಯಮಂತ್ರಿ ಸಿದ್ದರಾಮಯ್ಯ, ಕೂಡಲೇ ಈ ಭಾಗದ ಶಾಸಕರು, ರೈತ ಮುಖಂಡರ ಸಭೆ ಕರೆದು ಸಮಸ್ಯೆ ಬಗೆಹರಿಸುವುದಾಗಿ ಭರವಸೆ ನೀಡಿದರು. ಈ ಸಂದರ್ಭದಲ್ಲಿ ಶಾಸಕರೊಂದಿಗೆ ಮಾಯಕೊಂಡ ಕ್ಷೇತ್ರ ವ್ಯಾಪ್ತಿಯ ರೈತ ಮುಖಂಡರಾದ ಕೆ.ಸಿ. ಮಲ್ಲಿಕಾರ್ಜುನ್, ಅತ್ತಿಗೆರೆ ಮಹಾದೇವಪ್ಪ, ಬಾಡದ ಆನಂದರಾಜ್ ಸೇರಿದಂತೆ ಇತರರು ಹಾಜರಿದ್ದರು. bbox=[520, 765, 740, 922]
brief-place: ದಾವಣಗೆರೆ: bbox=[40, 536, 81, 549]
person-figure bbox=[577, 1449, 597, 1502]
tarpaulin-story-body bbox=[752, 1098, 1300, 1150]
award-photo bbox=[986, 138, 1300, 288]
